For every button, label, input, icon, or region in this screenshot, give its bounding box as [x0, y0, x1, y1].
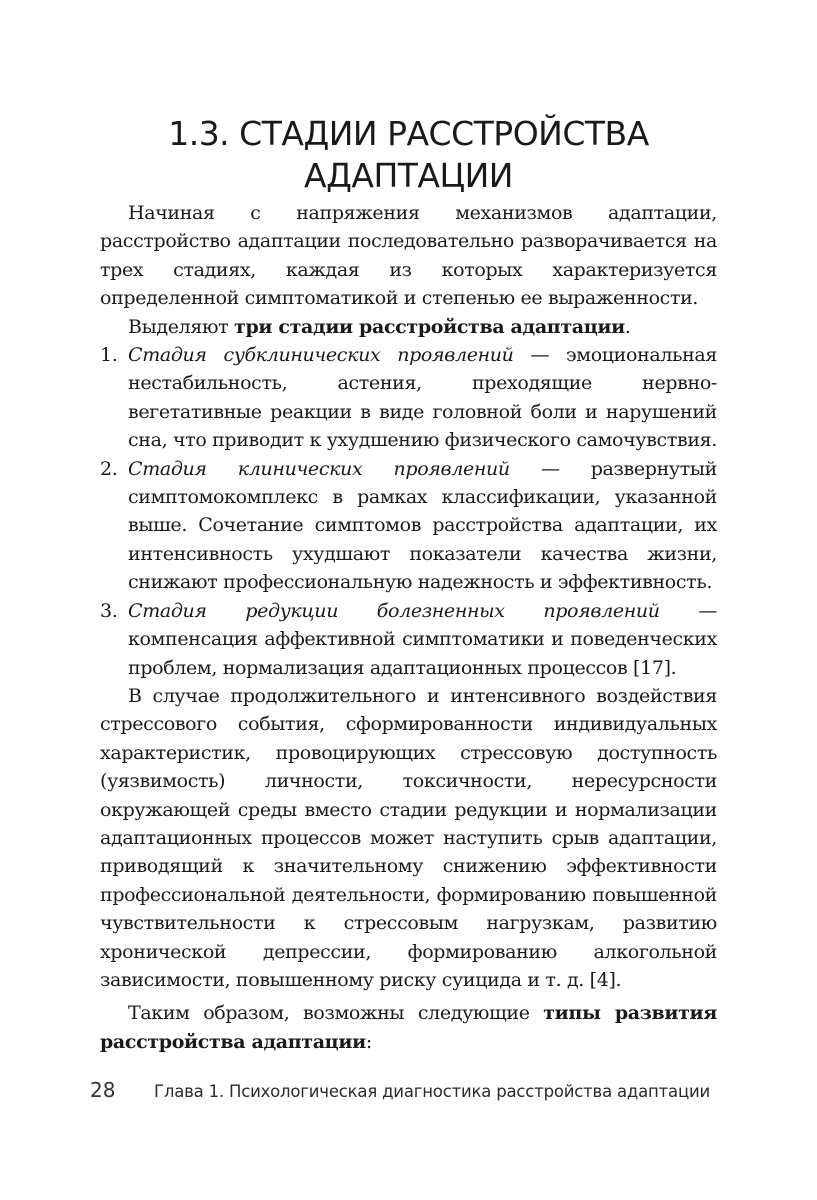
intro-paragraph: Начиная с напряжения механизмов адаптации, расстройство адаптации последовательно разворачивается на трех стадиях, каждая из которых характеризуется определенной симптоматикой и степенью ее выраженности.	[100, 202, 717, 310]
running-title: Глава 1. Психологическая диагностика расстройства адаптации	[154, 1082, 711, 1101]
stage-number: 2.	[100, 457, 118, 480]
section-heading	[100, 113, 717, 197]
page-footer	[90, 1078, 730, 1102]
stage-title: Стадия субклинических проявлений	[128, 344, 514, 367]
stage-description: — развернутый симптомокомплекс в рамках классификации, указанной выше. Сочетание симптомов расстройства адаптации, их интенсивность ухудшают показатели качества жизни, снижают профессиональную надежность и эффективность.	[128, 457, 717, 594]
section-heading-line-1: 1.3. СТАДИИ РАССТРОЙСТВА	[168, 114, 649, 153]
stages-lead-paragraph	[100, 313, 717, 341]
page-number: 28	[90, 1078, 116, 1102]
types-lead-paragraph	[100, 999, 717, 1056]
stages-lead-end: .	[624, 315, 631, 338]
stage-item-1	[100, 341, 717, 455]
stage-title: Стадия клинических проявлений	[128, 457, 510, 480]
body-text	[100, 199, 717, 1056]
stages-lead-text: Выделяют	[128, 315, 235, 338]
types-lead-text: Таким образом, возможны следующие	[128, 1002, 544, 1025]
stage-title: Стадия редукции болезненных проявлений	[128, 599, 660, 622]
stage-item-3	[100, 597, 717, 682]
stage-item-2	[100, 455, 717, 597]
stage-description: — компенсация аффективной симптоматики и поведенческих проблем, нормализация адаптационных процессов [17].	[128, 599, 717, 679]
section-heading-line-2: АДАПТАЦИИ	[304, 156, 513, 195]
stage-number: 3.	[100, 599, 118, 622]
stage-description: — эмоциональная нестабильность, астения, преходящие нервно-вегетативные реакции в виде головной боли и нарушений сна, что приводит к ухудшению физического самочувствия.	[128, 344, 718, 452]
stage-number: 1.	[100, 344, 118, 367]
types-lead-end: :	[365, 1030, 372, 1053]
stages-lead-bold: три стадии расстройства адаптации	[234, 315, 625, 338]
breakdown-paragraph: В случае продолжительного и интенсивного воздействия стрессового события, сформированности индивидуальных характеристик, провоцирующих стрессовую доступность (уязвимость) личности, токсичности, нересурсности окружающей среды вместо стадии редукции и нормализации адаптационных процессов может наступить срыв адаптации, приводящий к значительному снижению эффективности профессиональной деятельности, формированию повышенной чувствительности к стрессовым нагрузкам, развитию хронической депрессии, формированию алкогольной зависимости, повышенному риску суицида и т. д. [4].	[100, 684, 717, 991]
types-lead-bold: типы развития расстройства адаптации	[100, 1002, 717, 1053]
